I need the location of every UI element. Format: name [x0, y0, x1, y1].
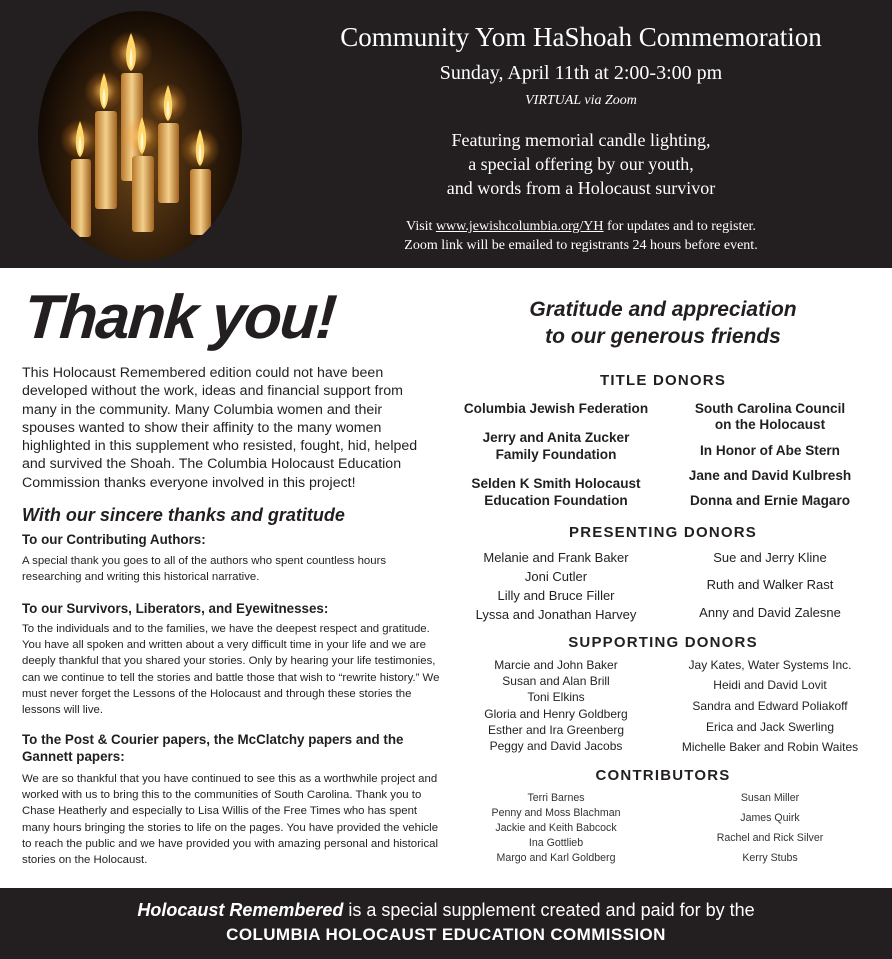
- contributor-name: James Quirk: [740, 812, 800, 824]
- featuring-line: Featuring memorial candle lighting,: [451, 130, 711, 150]
- donor-name: Sandra and Edward Poliakoff: [692, 699, 848, 713]
- presenting-donors-left: [450, 550, 662, 624]
- contributor-name: Terri Barnes: [527, 792, 585, 804]
- contributor-name: Rachel and Rick Silver: [716, 832, 824, 844]
- donor-name: Sue and Jerry Kline: [713, 550, 827, 565]
- event-date: Sunday, April 11th at 2:00-3:00 pm: [439, 62, 723, 84]
- gratitude-heading: [450, 296, 876, 350]
- donor-name: In Honor of Abe Stern: [700, 443, 840, 458]
- contributor-name: Penny and Moss Blachman: [491, 807, 621, 819]
- donor-name: Toni Elkins: [527, 690, 585, 704]
- supporting-donors-label: SUPPORTING DONORS: [568, 634, 758, 651]
- papers-body: We are so thankful that you have continued to see this as a worthwhile project and worked with us to bring this to the communities of South Carolina. Thank you to Chase Heatherly and especially to Lisa Willis of the Free Times who has spent many hours bringing the stories to life on the pages. You have provided the vehicle to reach the public and we have provided you with amazing personal and historical stories on the Holocaust.: [22, 773, 439, 867]
- featuring-line: and words from a Holocaust survivor: [446, 178, 716, 198]
- featuring-line: a special offering by our youth,: [468, 154, 694, 174]
- supplement-name: Holocaust Remembered: [137, 900, 344, 920]
- donor-name: Gloria and Henry Goldberg: [484, 707, 628, 721]
- donor-name: Family Foundation: [495, 447, 617, 462]
- candles-illustration: [38, 11, 242, 261]
- visit-prefix: Visit: [406, 219, 436, 234]
- contributor-name: Susan Miller: [740, 792, 800, 804]
- supporting-donors-right: [664, 658, 876, 754]
- donor-name: South Carolina Council: [694, 401, 846, 416]
- supporting-donors-left: [450, 658, 662, 754]
- donor-name: Joni Cutler: [524, 569, 588, 584]
- donor-name: Jay Kates, Water Systems Inc.: [688, 658, 852, 672]
- donor-name: Heidi and David Lovit: [713, 678, 827, 692]
- event-title: Community Yom HaShoah Commemoration: [340, 22, 822, 52]
- donor-name: Lyssa and Jonathan Harvey: [475, 607, 637, 622]
- title-donors-label: TITLE DONORS: [599, 372, 727, 389]
- contributor-name: Margo and Karl Goldberg: [496, 852, 616, 864]
- zoom-note: Zoom link will be emailed to registrants 24 hours before event.: [404, 238, 758, 253]
- donor-name: Ruth and Walker Rast: [706, 577, 834, 592]
- memorial-candles-photo: [38, 11, 242, 261]
- contributors-label: CONTRIBUTORS: [595, 767, 731, 784]
- contributor-name: Ina Gottlieb: [528, 837, 584, 849]
- donor-name: Susan and Alan Brill: [502, 674, 610, 688]
- donor-name: Marcie and John Baker: [494, 658, 618, 672]
- donor-name: Jane and David Kulbresh: [688, 468, 852, 483]
- donor-name: Donna and Ernie Magaro: [689, 493, 851, 508]
- footer-organization: COLUMBIA HOLOCAUST EDUCATION COMMISSION: [226, 925, 666, 944]
- candle-left: [60, 119, 100, 237]
- donor-name: Peggy and David Jacobs: [489, 739, 623, 753]
- footer-band: [0, 888, 892, 959]
- donor-name: Lilly and Bruce Filler: [497, 588, 615, 603]
- donor-name: Erica and Jack Swerling: [705, 720, 835, 734]
- candle-right: [180, 129, 220, 235]
- authors-body: A special thank you goes to all of the authors who spent countless hours researching and writing this historical narrative.: [22, 555, 387, 584]
- title-donors-left: [450, 401, 662, 511]
- event-featuring: [270, 128, 892, 200]
- visit-line: [270, 217, 892, 236]
- footer-statement: [0, 900, 892, 921]
- donor-name: Columbia Jewish Federation: [463, 401, 649, 416]
- authors-heading: To our Contributing Authors:: [22, 532, 206, 547]
- presenting-donors-right: [664, 550, 876, 624]
- donor-name: Jerry and Anita Zucker: [482, 430, 630, 445]
- contributor-name: Kerry Stubs: [742, 852, 798, 864]
- donor-name: Michelle Baker and Robin Waites: [681, 740, 859, 754]
- papers-heading: To the Post & Courier papers, the McClatchy papers and the Gannett papers:: [22, 732, 404, 764]
- intro-paragraph: This Holocaust Remembered edition could not have been developed without the work, ideas and financial support from many in the community. Many Columbia women and their spouses wanted to show their affinity to the many women highlighted in this supplement who resisted, fought, hid, helped and survived the Shoah. The Columbia Holocaust Education Commission thanks everyone involved in this project!: [22, 365, 418, 491]
- gratitude-line-1: Gratitude and appreciation: [529, 298, 797, 321]
- footer-statement-text: is a special supplement created and paid for by the: [343, 900, 755, 920]
- event-url-link[interactable]: www.jewishcolumbia.org/YH: [435, 219, 604, 234]
- donor-name: Education Foundation: [484, 493, 628, 508]
- sincere-thanks-heading: With our sincere thanks and gratitude: [22, 505, 345, 525]
- contributors-right: [664, 792, 876, 864]
- donor-name: Melanie and Frank Baker: [483, 550, 629, 565]
- donor-name: Selden K Smith Holocaust: [471, 476, 641, 491]
- event-location: VIRTUAL via Zoom: [525, 93, 637, 108]
- donor-name: on the Holocaust: [714, 417, 826, 432]
- donor-name: Anny and David Zalesne: [699, 605, 841, 620]
- contributors-left: [450, 792, 662, 864]
- contributor-name: Jackie and Keith Babcock: [495, 822, 617, 834]
- gratitude-line-2: to our generous friends: [545, 325, 781, 348]
- thank-you-heading: Thank you!: [21, 283, 338, 352]
- presenting-donors-label: PRESENTING DONORS: [569, 524, 757, 541]
- event-banner: [0, 0, 892, 268]
- visit-suffix: for updates and to register.: [603, 219, 756, 234]
- event-registration: [270, 217, 892, 255]
- donor-name: Esther and Ira Greenberg: [487, 723, 625, 737]
- survivors-heading: To our Survivors, Liberators, and Eyewitnesses:: [22, 601, 329, 616]
- title-donors-right: [664, 401, 876, 511]
- survivors-body: To the individuals and to the families, we have the deepest respect and gratitude. You have all spoken and written about a very difficult time in your life and we are deeply thankful that you shared your stories. Only by hearing your life testimonies, can we continue to tell the stories and battle those that wish to “rewrite history.” We must never forget the Lessons of the Holocaust and through these stories the lessons will live.: [22, 623, 440, 717]
